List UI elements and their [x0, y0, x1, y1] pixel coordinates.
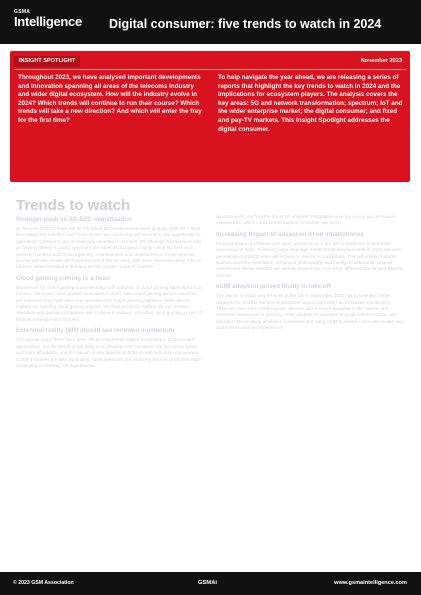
trend-heading-esim: eSIM adoption poised finally to take off	[216, 283, 331, 291]
trend-text-xr: Throughout 2023, there have been XR developments related to hardware, software and applications, but the sector is still early in its development. Headsets are becoming lighter and more affordable, and the launch of new devices in 2024 should help drive momentum. Content libraries are also expanding, while operators are exploring the role of 5G and edge computing in enabling XR experiences.	[16, 337, 201, 368]
trend-heading-5g: Stronger push on 5G B2C monetisation	[16, 216, 132, 223]
insight-spotlight-panel	[10, 51, 410, 182]
trend-text-xr-continued: developments, such as the latest 5G-enabled holographic meeting rooms and XR-based experiences, which could further support consumer use of XR.	[216, 214, 396, 226]
section-heading: Trends to watch	[16, 197, 131, 214]
trend-text-cloud-gaming: Momentum for cloud gaming is accelerating, with adoption of cloud gaming subscriptions on the rise. We expect even greater innovation in 2024. New cloud gaming service launches are expected from both telecoms operators and major gaming platforms, while device makers are building cloud gaming support into their products. Further, tie-ups between operators and gaming companies will continue to expand, providing cloud gaming as part of broader entertainment bundles.	[16, 284, 203, 322]
brand-logo: Intelligence	[14, 14, 82, 29]
spotlight-divider	[14, 69, 406, 70]
header-bar	[0, 0, 421, 44]
insight-spotlight-tag: INSIGHT SPOTLIGHT	[14, 56, 80, 67]
left-column	[16, 216, 204, 373]
trends-content	[0, 188, 421, 572]
trend-heading-ai-smartphones: Increasing impact of advanced AI on smartphones	[216, 230, 364, 238]
brand-prefix: GSMA	[14, 9, 31, 15]
publication-date: November 2023	[360, 58, 402, 64]
trend-text-ai-smartphones: From hardware to software and apps, advances in AI are set to shape the smartphone experience in 2024. Following large language model (LLM) developments in 2023, the next generation of smartphones will include on-device AI capabilities. This will enable features such as real-time translation, enhanced photography and intelligent assistants. Chipset makers and device vendors are already positioning AI as a key differentiator for new flagship devices.	[216, 240, 404, 278]
website-link[interactable]: www.gsmaintelligence.com	[334, 580, 407, 586]
right-column	[216, 214, 404, 336]
footer-logo: GSMAi	[198, 579, 218, 586]
report-title: Digital consumer: five trends to watch in 2024	[109, 17, 382, 31]
footer-bar	[0, 572, 421, 595]
spotlight-intro-right: To help navigate the year ahead, we are releasing a series of reports that highlight the key trends to watch in 2024 and the implications for ecosystem players. The analysis covers the key areas: 5G and network transformation; spectrum; IoT and the wider enterprise market; the digital consumer; and fixed and pay-TV markets. This Insight Spotlight addresses the digital consumer.	[218, 74, 403, 133]
spotlight-intro-left: Throughout 2023, we have analysed important developments and innovation spanning all areas of the telecoms industry and wider digital ecosystem. How will the industry evolve in 2024? Which trends will continue to run their course? Which trends will take a new direction? And which will enter the fray for the first time?	[18, 74, 202, 124]
copyright-notice: © 2023 GSM Association	[13, 580, 74, 586]
trend-text-5g: By the end of 2023, there will be 1.6 billion 5G mobile connections globally. With 5G a third time round, the industry must focus on 5G use cases and will become a real opportunity for operators. Consumers are increasingly attracted to mid-term 5G offerings and services that go beyond speed. In 2024, operators are expected to launch higher-value 5G tiers and premium bundles built around gaming, entertainment and cloud services. Fixed wireless access will also remain an important part of the 5G story, with more operators using FWA to address home broadband demand across a wider range of markets.	[16, 226, 202, 270]
trend-heading-cloud-gaming: Cloud gaming coming to a head	[16, 274, 110, 282]
trend-text-esim: The launch of eSIM-only iPhones in the US in September 2022 has accelerated eSIM deployment, and the number of operators supporting eSIM has increased significantly. There are now more eSIM-capable devices and services available in the market, and consumer awareness is growing. eSIM adoption is expected to scale further in 2024, with operators streamlining activation processes and using eSIM to reduce costs and enable new digital-first customer experiences.	[216, 293, 404, 331]
trend-heading-xr: Extended reality (XR) should see renewed momentum	[16, 327, 175, 335]
